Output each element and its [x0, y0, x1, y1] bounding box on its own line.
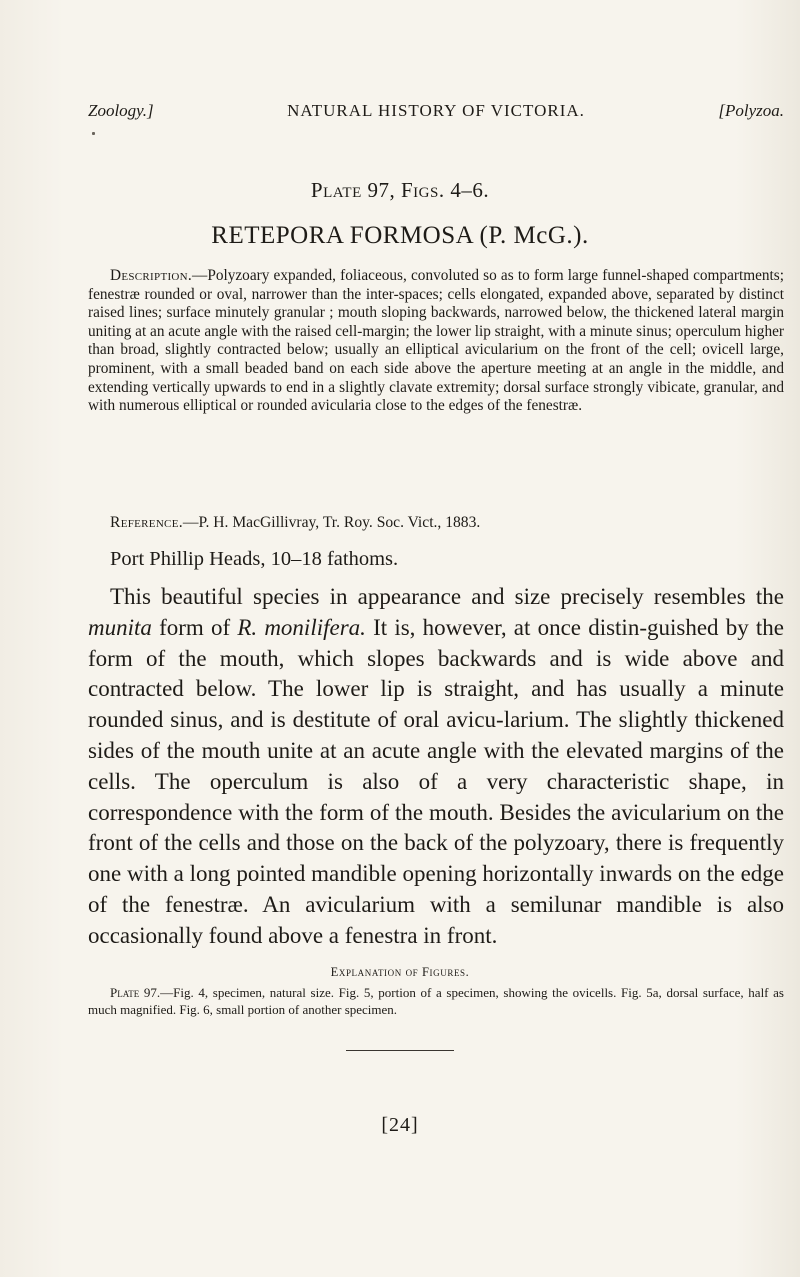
explanation-text: —Fig. 4, specimen, natural size. Fig. 5, portion of a specimen, showing the ovicells. Fig. 5a, dorsal surface, half as much magnified. Fig. 6, small portion of another specimen.	[88, 985, 784, 1017]
header-subject: [Polyzoa.	[718, 101, 784, 120]
header-section: Zoology.]	[88, 101, 154, 120]
page-number-open-bracket: [	[381, 1114, 389, 1136]
description-paragraph	[88, 267, 784, 416]
reference-paragraph	[110, 513, 784, 532]
print-speck	[92, 132, 95, 135]
page-number	[0, 1114, 800, 1137]
species-title: RETEPORA FORMOSA (P. McG.).	[211, 222, 589, 249]
body-italic-munita: munita	[88, 614, 152, 640]
explanation-paragraph	[88, 985, 784, 1018]
plate-label: Plate 97, Figs. 4–6.	[310, 178, 490, 202]
body-text-2: form of	[151, 614, 238, 640]
explanation-lead: Plate 97.	[110, 985, 161, 1000]
reference-lead: Reference.	[110, 514, 183, 531]
reference-text: —P. H. MacGillivray, Tr. Roy. Soc. Vict., 1883.	[182, 514, 481, 531]
body-text-1: This beautiful species in appearance and size precisely resembles the	[110, 584, 784, 609]
section-divider	[346, 1050, 454, 1051]
description-text: —Polyzoary expanded, foliaceous, convoluted so as to form large funnel-shaped compartments; fenestræ rounded or oval, narrower than the inter-spaces; cells elongated, expanded above, separated by distinct raised lines; surface minutely granular ; mouth sloping backwards, narrowed below, the thickened lateral margin uniting at an acute angle with the raised cell-margin; the lower lip straight, with a minute sinus; operculum higher than broad, slightly contracted below; usually an elliptical avicularium on the front of the cell; ovicell large, prominent, with a small beaded band on each side above the aperture meeting at an angle in the middle, and extending vertically upwards to end in a slightly clavate extremity; dorsal surface strongly vibicate, granular, and with numerous elliptical or rounded avicularia close to the edges of the fenestræ.	[88, 267, 784, 415]
body-paragraph	[88, 582, 784, 952]
page-number-value: 24	[389, 1114, 411, 1136]
explanation-heading: Explanation of Figures.	[330, 965, 470, 979]
header-title: NATURAL HISTORY OF VICTORIA.	[287, 101, 585, 120]
running-header	[88, 101, 784, 123]
locality-line: Port Phillip Heads, 10–18 fathoms.	[110, 548, 399, 570]
body-text-3: It is, however, at once distin-guished by the form of the mouth, which slopes backwards and is wide above and contracted below. The lower lip is straight, and has usually a minute rounded sinus, and is destitute of oral avicu-larium. The slightly thickened sides of the mouth unite at an acute angle with the elevated margins of the cells. The operculum is also of a very characteristic shape, in correspondence with the form of the mouth. Besides the avicularium on the front of the cells and those on the back of the polyzoary, there is frequently one with a long pointed mandible opening horizontally inwards on the edge of the fenestræ. An avicularium with a semilunar mandible is also occasionally found above a fenestra in front.	[88, 614, 784, 948]
description-lead: Description.	[110, 267, 193, 284]
page-number-close-bracket: ]	[411, 1114, 419, 1136]
body-italic-monilifera: R. monilifera.	[237, 614, 366, 640]
